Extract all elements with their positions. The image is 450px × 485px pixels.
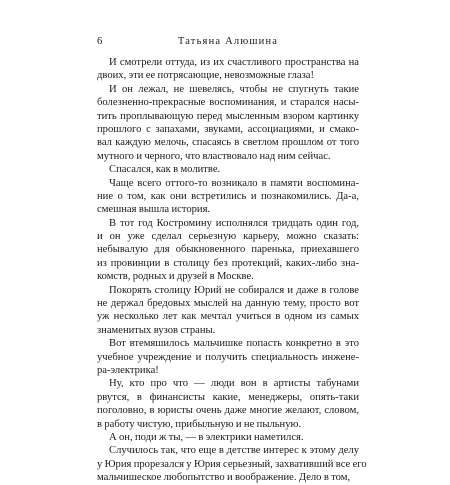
text-line: прошлого с запахами, звуками, ассоциациями, и смако- bbox=[97, 123, 359, 135]
text-line: ра-электрика! bbox=[97, 364, 159, 376]
paragraph bbox=[97, 377, 359, 431]
text-line: болезненно-прекрасные воспоминания, и старался насы- bbox=[97, 97, 359, 109]
paragraph bbox=[97, 217, 359, 284]
text-line: мутного и черного, что властвовало над ним сейчас. bbox=[97, 150, 331, 162]
paragraph bbox=[97, 177, 359, 217]
text-line: двоих, эти ее потрясающие, невозможные глаза! bbox=[97, 70, 314, 82]
text-line: рвутся, в финансисты какие, менеджеры, опять-таки bbox=[97, 391, 359, 403]
text-line: ние о том, как они встретились и познакомились. Да-а, bbox=[97, 190, 359, 202]
text-line: не держал бредовых мыслей на данную тему, просто вот bbox=[97, 298, 359, 310]
text-line: И смотрели оттуда, из их счастливого пространства на bbox=[109, 57, 359, 68]
text-line: Случилось так, что еще в детстве интерес к этому делу bbox=[109, 445, 359, 457]
paragraph bbox=[97, 284, 359, 338]
paragraph bbox=[97, 444, 367, 484]
text-line: вал каждую мелочь, спасаясь в светлом прошлом от того bbox=[97, 137, 359, 149]
text-line: знаменитых вузов страны. bbox=[97, 324, 216, 336]
text-line: тить проплывающую перед мысленным взором картинку bbox=[97, 110, 359, 122]
paragraph bbox=[97, 56, 359, 83]
text-line: И он лежал, не шевелясь, чтобы не спугнуть такие bbox=[109, 83, 359, 95]
text-line: из провинции в столицу без протекций, каких-либо зна- bbox=[97, 257, 359, 269]
text-line: Вот втемяшилось мальчишке попасть конкретно в это bbox=[109, 338, 359, 350]
text-line: Покорять столицу Юрий не собирался и даже в голове bbox=[109, 284, 359, 296]
text-line: В тот год Костромину исполнялся тридцать один год, bbox=[109, 217, 359, 229]
paragraph bbox=[97, 83, 359, 163]
text-line: Ну, кто про что — люди вон в артисты табунами bbox=[109, 378, 359, 390]
body-text bbox=[97, 56, 367, 485]
paragraph bbox=[97, 337, 359, 377]
text-line: А он, поди ж ты, — в электрики наметился. bbox=[109, 431, 304, 443]
text-line: в работу чистую, прибыльную и не пыльную. bbox=[97, 418, 302, 430]
text-line: мальчишеское любопытство и воображение. Дело в том, bbox=[97, 472, 351, 484]
running-head bbox=[97, 36, 359, 50]
text-line: небывалую для обыкновенного паренька, приехавшего bbox=[97, 244, 359, 256]
text-line: уж несколько лет как мечтал учиться в одном из самых bbox=[97, 311, 359, 323]
text-line: комств, родных и друзей в Москве. bbox=[97, 271, 254, 283]
text-line: учебное учреждение и получить специальность инжене- bbox=[97, 351, 359, 363]
text-line: у Юрия прорезался у Юрия серьезный, захвативший все его bbox=[97, 458, 367, 470]
text-line: Спасался, как в молитве. bbox=[109, 164, 221, 176]
text-line: Чаще всего оттого-то возникало в памяти воспомина- bbox=[109, 177, 359, 189]
paragraph bbox=[97, 431, 359, 444]
text-line: поголовно, в юристы очень даже многие желают, словом, bbox=[97, 405, 359, 417]
text-line: и он уже сделал серьезную карьеру, можно сказать: bbox=[97, 231, 359, 243]
page-number: 6 bbox=[97, 36, 104, 47]
running-head-author: Татьяна Алюшина bbox=[177, 36, 279, 47]
paragraph bbox=[97, 163, 359, 176]
text-line: смешная вышла история. bbox=[97, 204, 211, 216]
